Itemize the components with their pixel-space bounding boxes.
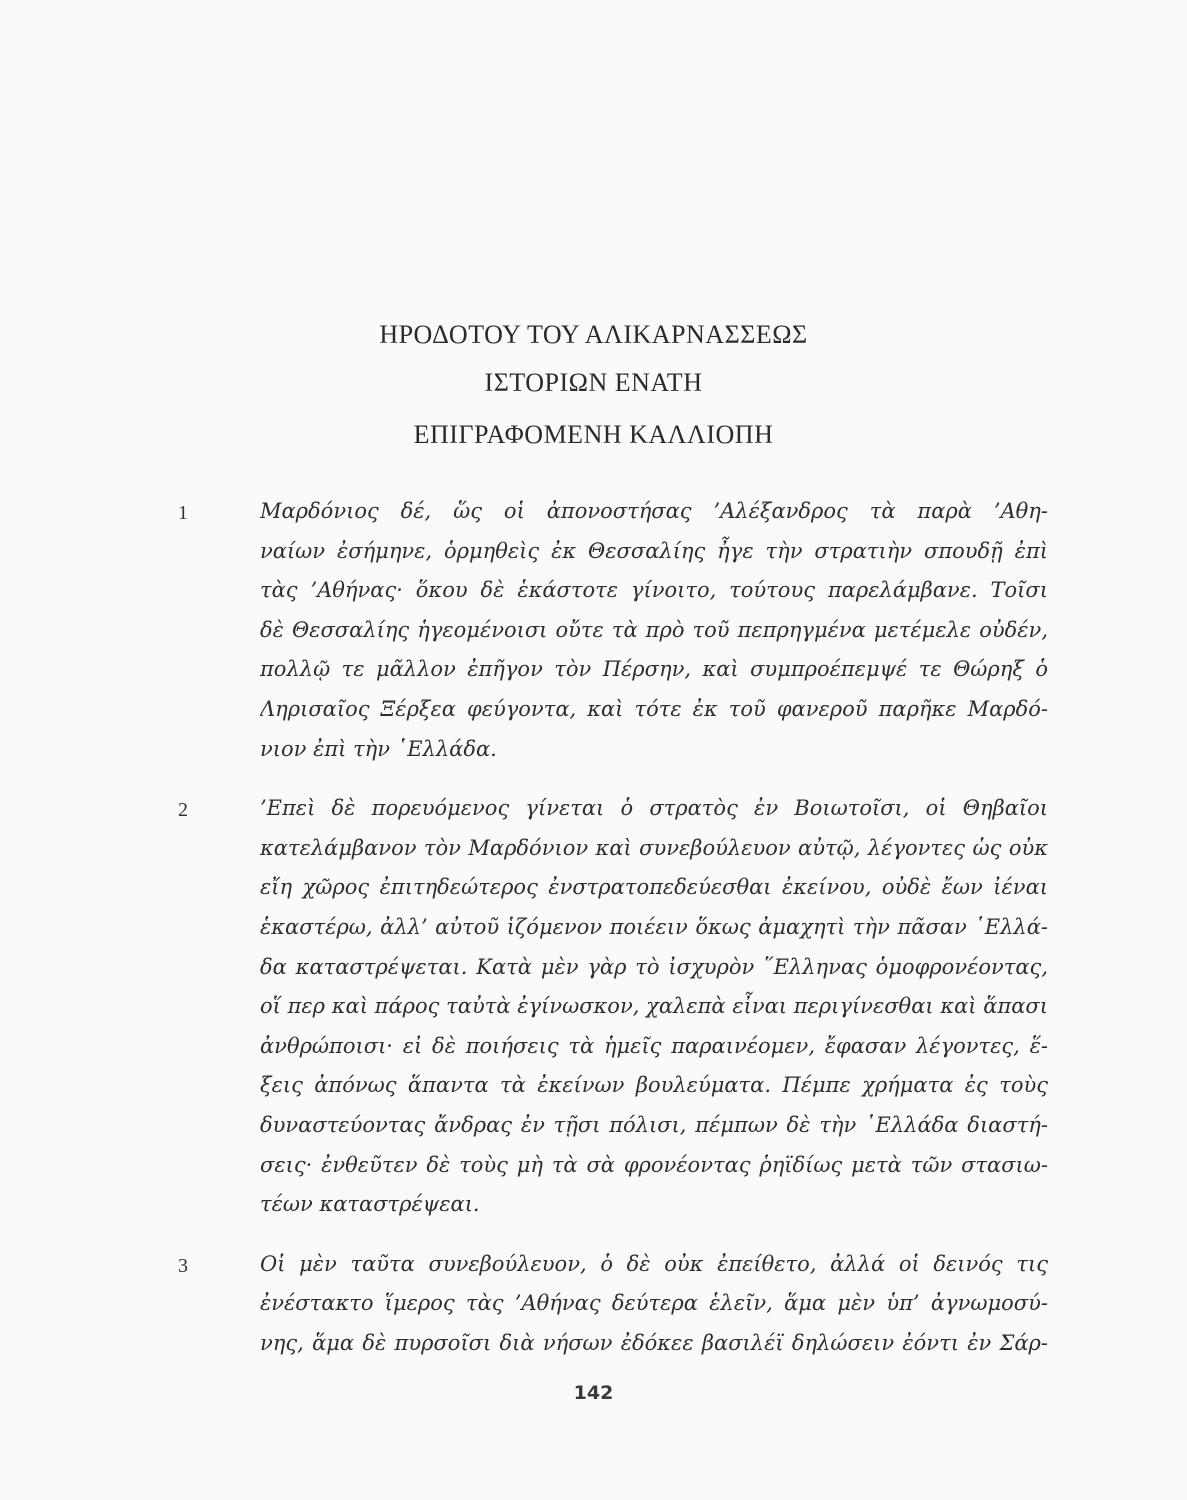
paragraph-number: 2 (178, 799, 188, 822)
text-line: σεις· ἐνθεῦτεν δὲ τοὺς μὴ τὰ σὰ φρονέοντας ῥηϊδίως μετὰ τῶν στασιω- (260, 1152, 1048, 1177)
text-line: νης, ἅμα δὲ πυρσοῖσι διὰ νήσων ἐδόκεε βασιλέϊ δηλώσειν ἐόντι ἐν Σάρ- (260, 1330, 1048, 1355)
text-line: οἵ περ καὶ πάρος ταὐτὰ ἐγίνωσκον, χαλεπὰ εἶναι περιγίνεσθαι καὶ ἅπασι (260, 994, 1048, 1019)
paragraph-text (260, 789, 1048, 1225)
paragraph-2 (178, 789, 1048, 1225)
page-number: 142 (573, 1382, 614, 1404)
paragraph-1 (178, 492, 1048, 769)
subtitle-heading: ΕΠΙΓΡΑΦΟΜΕΝΗ ΚΑΛΛΙΟΠΗ (413, 420, 774, 449)
title-block (0, 312, 1187, 458)
text-line: δὲ Θεσσαλίης ἡγεομένοισι οὔτε τὰ πρὸ τοῦ πεπρηγμένα μετέμελε οὐδέν, (260, 617, 1048, 642)
text-line: Οἱ μὲν ταῦτα συνεβούλευον, ὁ δὲ οὐκ ἐπείθετο, ἀλλά οἱ δεινός τις (260, 1251, 1048, 1276)
book-heading: ΙΣΤΟΡΙΩΝ ΕΝΑΤΗ (484, 368, 703, 397)
paragraph-3 (178, 1245, 1048, 1364)
text-line: Μαρδόνιος δέ, ὥς οἱ ἀπονοστήσας ’Αλέξανδρος τὰ παρὰ ’Αθη- (260, 499, 1048, 523)
text-line: ἐνέστακτο ἵμερος τὰς ’Αθήνας δεύτερα ἑλεῖν, ἅμα μὲν ὑπ’ ἀγνωμοσύ- (260, 1291, 1048, 1316)
paragraph-number: 3 (178, 1254, 188, 1277)
text-line: ἀνθρώποισι· εἰ δὲ ποιήσεις τὰ ἡμεῖς παραινέομεν, ἔφασαν λέγοντες, ἕ- (260, 1033, 1048, 1058)
text-line: ἑκαστέρω, ἀλλ’ αὐτοῦ ἱζόμενον ποιέειν ὅκως ἀμαχητὶ τὴν πᾶσαν ῾Ελλά- (260, 914, 1048, 939)
text-line: ’Επεὶ δὲ πορευόμενος γίνεται ὁ στρατὸς ἐν Βοιωτοῖσι, οἱ Θηβαῖοι (260, 796, 1048, 821)
text-line: Ληρισαῖος Ξέρξεα φεύγοντα, καὶ τότε ἐκ τοῦ φανεροῦ παρῆκε Μαρδό- (260, 696, 1048, 721)
text-line: δυναστεύοντας ἄνδρας ἐν τῇσι πόλισι, πέμπων δὲ τὴν ῾Ελλάδα διαστή- (260, 1112, 1048, 1137)
text-body (178, 492, 1048, 1383)
text-line: τὰς ’Αθήνας· ὅκου δὲ ἑκάστοτε γίνοιτο, τούτους παρελάμβανε. Τοῖσι (260, 578, 1048, 603)
text-line: ναίων ἐσήμηνε, ὁρμηθεὶς ἐκ Θεσσαλίης ἦγε τὴν στρατιὴν σπουδῇ ἐπὶ (260, 538, 1048, 563)
text-line: πολλῷ τε μᾶλλον ἐπῆγον τὸν Πέρσην, καὶ συμπροέπεμψέ τε Θώρηξ ὁ (260, 657, 1048, 682)
text-line: τέων καταστρέψεαι. (260, 1192, 480, 1217)
text-line: ξεις ἀπόνως ἅπαντα τὰ ἐκείνων βουλεύματα. Πέμπε χρήματα ἐς τοὺς (260, 1073, 1048, 1098)
paragraph-text (260, 1245, 1048, 1364)
paragraph-text (260, 492, 1048, 769)
text-line: κατελάμβανον τὸν Μαρδόνιον καὶ συνεβούλευον αὐτῷ, λέγοντες ὡς οὐκ (260, 835, 1048, 860)
text-line: εἴη χῶρος ἐπιτηδεώτερος ἐνστρατοπεδεύεσθαι ἐκείνου, οὐδὲ ἔων ἰέναι (260, 875, 1048, 900)
author-heading: ΗΡΟΔΟΤΟΥ ΤΟΥ ΑΛΙΚΑΡΝΑΣΣΕΩΣ (379, 320, 808, 349)
text-line: νιον ἐπὶ τὴν ῾Ελλάδα. (260, 736, 497, 761)
text-line: δα καταστρέψεται. Κατὰ μὲν γὰρ τὸ ἰσχυρὸν ῞Ελληνας ὁμοφρονέοντας, (260, 954, 1048, 979)
paragraph-number: 1 (178, 502, 188, 524)
